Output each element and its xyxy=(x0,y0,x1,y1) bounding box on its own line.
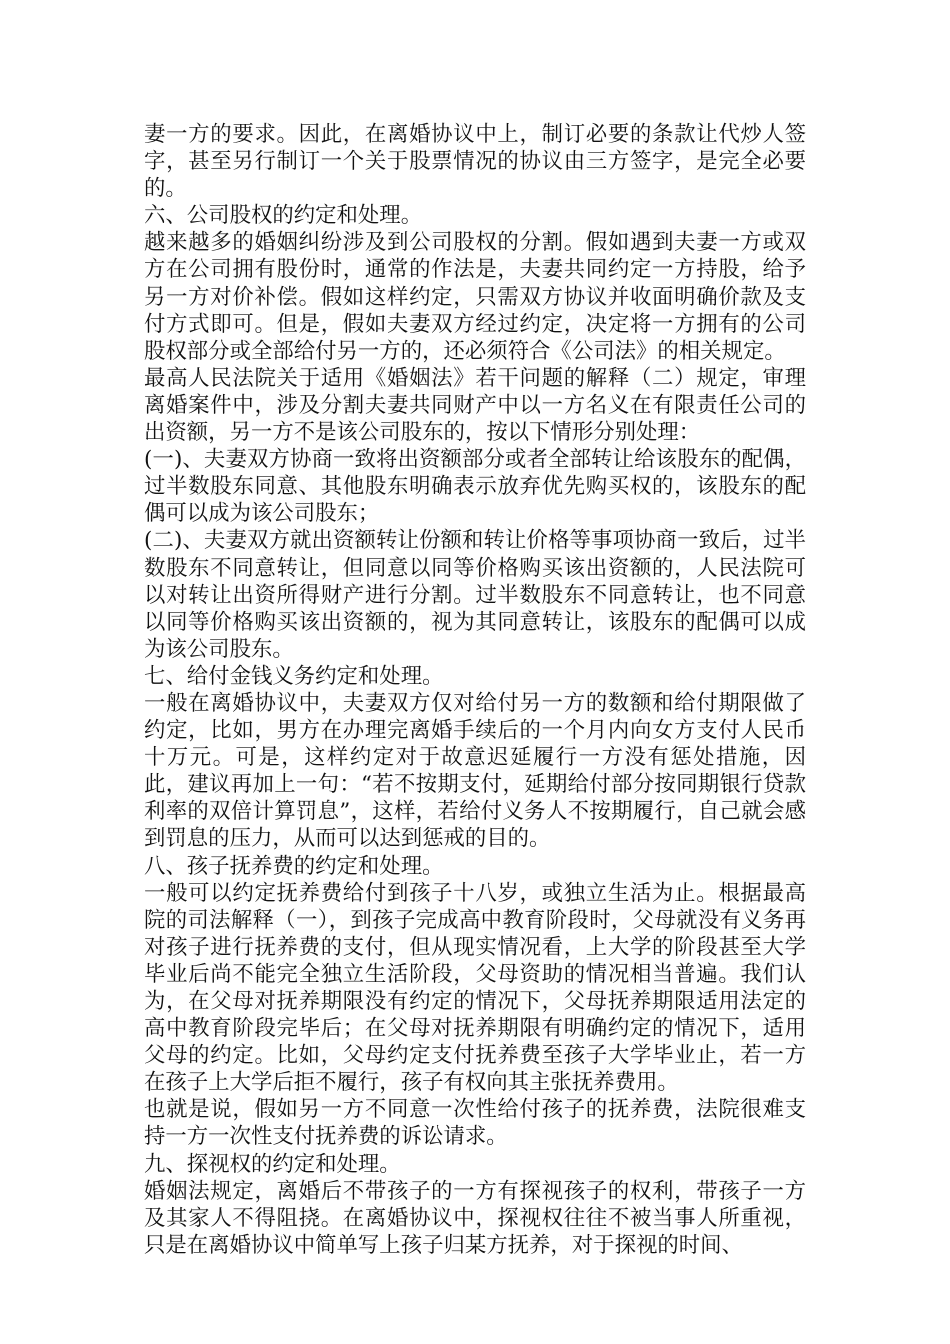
paragraph-lump-sum: 也就是说，假如另一方不同意一次性给付孩子的抚养费，法院很难支持一方一次性支付抚养费的诉讼请求。 xyxy=(144,1097,806,1150)
paragraph-case-1: (一)、夫妻双方协商一致将出资额部分或者全部转让给该股东的配偶，过半数股东同意、其他股东明确表示放弃优先购买权的，该股东的配偶可以成为该公司股东； xyxy=(144,447,806,527)
section-heading-6: 六、公司股权的约定和处理。 xyxy=(144,203,423,229)
paragraph-payment: 一般在离婚协议中，夫妻双方仅对给付另一方的数额和给付期限做了约定，比如，男方在办理完离婚手续后的一个月内向女方支付人民币十万元。可是，这样约定对于故意迟延履行一方没有惩处措施，因此，建议再加上一句：“若不按期支付，延期给付部分按同期银行贷款利率的双倍计算罚息”，这样，若给付义务人不按期履行，自己就会感到罚息的压力，从而可以达到惩戒的目的。 xyxy=(144,690,806,852)
section-heading-7: 七、给付金钱义务约定和处理。 xyxy=(144,663,444,689)
section-heading-8: 八、孩子抚养费的约定和处理。 xyxy=(144,853,444,879)
paragraph-visitation: 婚姻法规定，离婚后不带孩子的一方有探视孩子的权利，带孩子一方及其家人不得阻挠。在离婚协议中，探视权往往不被当事人所重视，只是在离婚协议中简单写上孩子归某方抚养，对于探视的时间、 xyxy=(144,1178,806,1258)
paragraph-case-2: (二)、夫妻双方就出资额转让份额和转让价格等事项协商一致后，过半数股东不同意转让，但同意以同等价格购买该出资额的，人民法院可以对转让出资所得财产进行分割。过半数股东不同意转让，也不同意以同等价格购买该出资额的，视为其同意转让，该股东的配偶可以成为该公司股东。 xyxy=(144,528,806,662)
paragraph-judicial-interpretation: 最高人民法院关于适用《婚姻法》若干问题的解释（二）规定，审理离婚案件中，涉及分割夫妻共同财产中以一方名义在有限责任公司的出资额，另一方不是该公司股东的，按以下情形分别处理： xyxy=(144,365,806,446)
document-page xyxy=(144,121,806,1259)
paragraph-child-support: 一般可以约定抚养费给付到孩子十八岁，或独立生活为止。根据最高院的司法解释（一），到孩子完成高中教育阶段时，父母就没有义务再对孩子进行抚养费的支付，但从现实情况看，上大学的阶段甚至大学毕业后尚不能完全独立生活阶段，父母资助的情况相当普遍。我们认为，在父母对抚养期限没有约定的情况下，父母抚养期限适用法定的高中教育阶段完毕后；在父母对抚养期限有明确约定的情况下，适用父母的约定。比如，父母约定支付抚养费至孩子大学毕业止，若一方在孩子上大学后拒不履行，孩子有权向其主张抚养费用。 xyxy=(144,880,806,1096)
paragraph-continuation: 妻一方的要求。因此，在离婚协议中上，制订必要的条款让代炒人签字，甚至另行制订一个关于股票情况的协议由三方签字，是完全必要的。 xyxy=(144,122,806,202)
paragraph-equity-intro: 越来越多的婚姻纠纷涉及到公司股权的分割。假如遇到夫妻一方或双方在公司拥有股份时，通常的作法是，夫妻共同约定一方持股，给予另一方对价补偿。假如这样约定，只需双方协议并收面明确价款及支付方式即可。但是，假如夫妻双方经过约定，决定将一方拥有的公司股权部分或全部给付另一方的，还必须符合《公司法》的相关规定。 xyxy=(144,230,806,364)
section-heading-9: 九、探视权的约定和处理。 xyxy=(144,1151,401,1177)
